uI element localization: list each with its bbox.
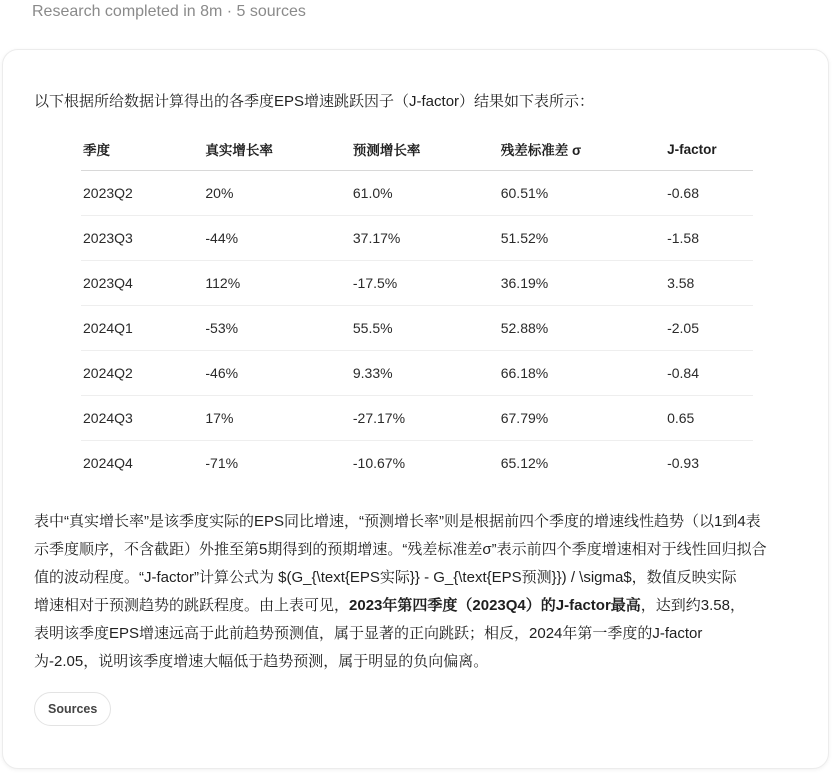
cell-residual-std: 67.79%: [499, 396, 665, 441]
table-row: [81, 351, 753, 396]
explanation-text: ，达到约3.58，: [640, 597, 745, 614]
cell-predicted-growth: -17.5%: [351, 261, 499, 306]
cell-predicted-growth: -10.67%: [352, 455, 406, 471]
table-row: [81, 306, 753, 351]
explanation-line: 示季度顺序，不含截距）外推至第5期得到的预期增速。“残差标准差σ”表示前四个季度增速相对于线性回归拟合: [34, 541, 767, 558]
cell-quarter: 2024Q1: [81, 306, 203, 351]
answer-card: [2, 49, 829, 769]
header-quarter: 季度: [81, 128, 203, 171]
explanation-paragraph: [34, 508, 804, 676]
cell-quarter: 2023Q2: [81, 171, 203, 216]
cell-predicted-growth: 55.5%: [351, 306, 499, 351]
cell-j-factor: -1.58: [665, 216, 753, 261]
cell-j-factor: -0.84: [665, 351, 753, 396]
explanation-line: 表中“真实增长率”是该季度实际的EPS同比增速，“预测增长率”则是根据前四个季度的增速线性趋势（以1到4表: [34, 513, 761, 530]
table-row: [81, 261, 753, 306]
cell-predicted-growth: 61.0%: [351, 171, 499, 216]
table-row: [81, 171, 753, 216]
cell-actual-growth: -53%: [203, 306, 350, 351]
cell-residual-std: 66.18%: [499, 351, 665, 396]
cell-quarter: 2024Q3: [81, 396, 203, 441]
cell-actual-growth: -46%: [203, 351, 350, 396]
table-row: [81, 441, 753, 486]
header-actual-growth: 真实增长率: [203, 128, 350, 171]
header-predicted-growth: 预测增长率: [351, 128, 499, 171]
cell-actual-growth: 112%: [203, 261, 350, 306]
explanation-line: 值的波动程度。“J-factor”计算公式为 $(G_{\text{EPS实际}} - G_{\text{EPS预测}}) / \sigma$，数值反映实际: [34, 569, 737, 586]
header-residual-std: 残差标准差 σ: [499, 128, 665, 171]
cell-j-factor: 0.65: [665, 396, 753, 441]
cell-residual-std: 65.12%: [500, 455, 549, 471]
cell-actual-growth: -71%: [205, 455, 239, 471]
explanation-line: 为-2.05，说明该季度增速大幅低于趋势预测，属于明显的负向偏离。: [34, 653, 489, 670]
cell-quarter: 2024Q4: [83, 455, 133, 471]
table-row: [81, 396, 753, 441]
cell-predicted-growth: -27.17%: [351, 396, 499, 441]
cell-quarter: 2024Q2: [81, 351, 203, 396]
cell-j-factor: 3.58: [665, 261, 753, 306]
cell-quarter: 2023Q4: [81, 261, 203, 306]
table-header-row: [81, 128, 753, 171]
cell-predicted-growth: 37.17%: [351, 216, 499, 261]
cell-actual-growth: 20%: [203, 171, 350, 216]
research-status: Research completed in 8m · 5 sources: [32, 3, 306, 20]
cell-residual-std: 36.19%: [499, 261, 665, 306]
cell-predicted-growth: 9.33%: [351, 351, 499, 396]
sources-button[interactable]: Sources: [34, 692, 111, 726]
cell-actual-growth: 17%: [203, 396, 350, 441]
cell-j-factor: -2.05: [665, 306, 753, 351]
cell-j-factor: -0.93: [667, 455, 699, 471]
cell-actual-growth: -44%: [203, 216, 350, 261]
highlight-text: 2023年第四季度（2023Q4）的J-factor最高: [349, 597, 641, 614]
results-table: [81, 128, 753, 485]
explanation-line: [34, 592, 804, 620]
header-j-factor: J-factor: [665, 128, 753, 171]
cell-j-factor: -0.68: [665, 171, 753, 216]
explanation-text: 增速相对于预测趋势的跳跃程度。由上表可见，: [34, 597, 350, 614]
cell-residual-std: 60.51%: [499, 171, 665, 216]
cell-quarter: 2023Q3: [81, 216, 203, 261]
table-row: [81, 216, 753, 261]
cell-residual-std: 51.52%: [499, 216, 665, 261]
explanation-line: 表明该季度EPS增速远高于此前趋势预测值，属于显著的正向跳跃；相反，2024年第一季度的J-factor: [34, 625, 703, 642]
cell-residual-std: 52.88%: [499, 306, 665, 351]
intro-text: 以下根据所给数据计算得出的各季度EPS增速跳跃因子（J-factor）结果如下表所示：: [34, 93, 595, 110]
